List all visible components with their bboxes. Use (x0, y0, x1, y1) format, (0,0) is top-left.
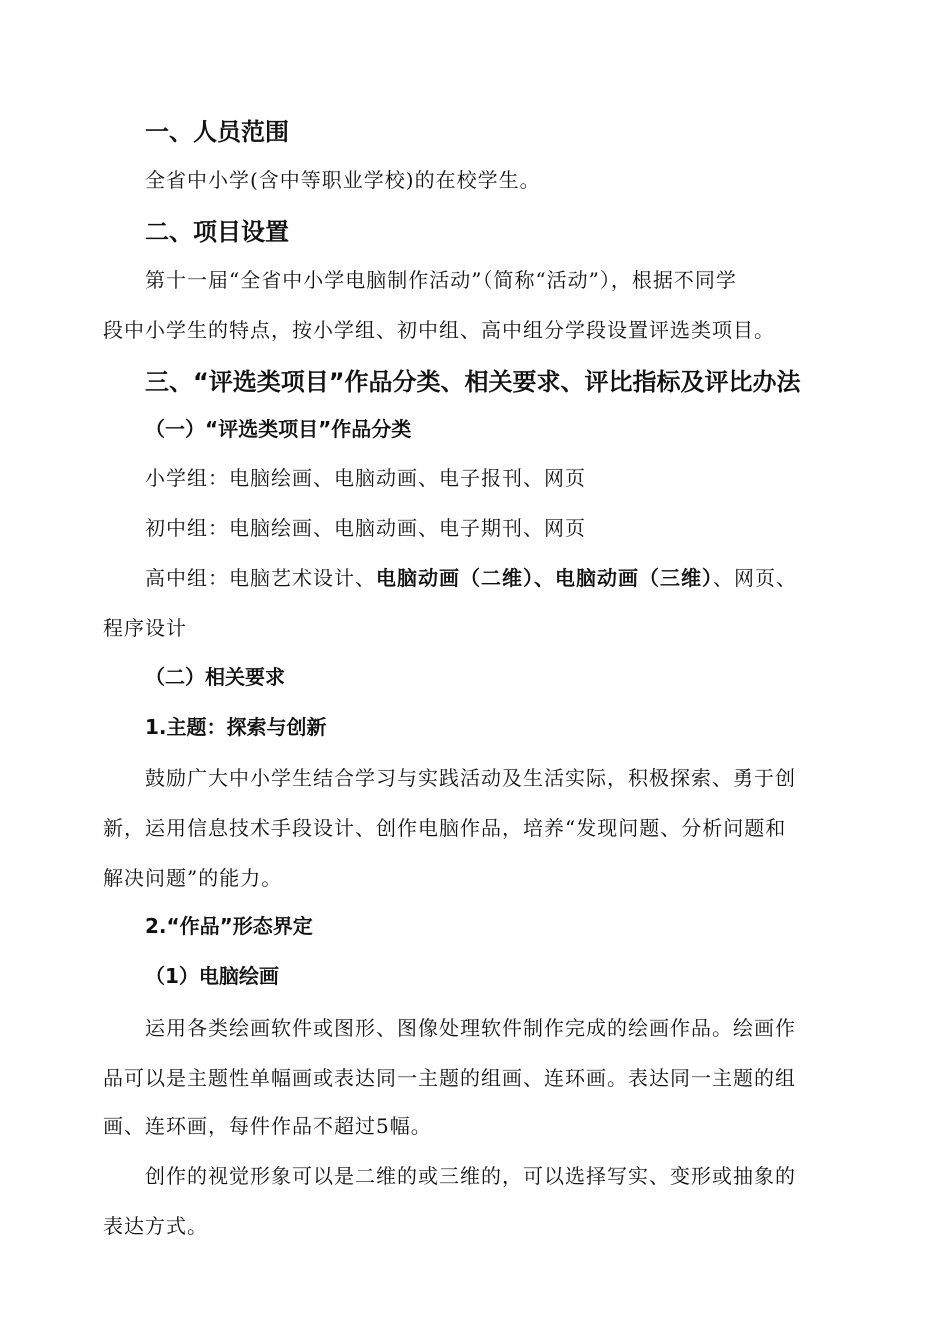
painting-para1-line-2: 品可以是主题性单幅画或表达同一主题的组画、连环画。表达同一主题的组 (103, 1066, 796, 1090)
personnel-scope-text: 全省中小学(含中等职业学校)的在校学生。 (145, 168, 541, 192)
projects-para-line-1: 第十一届“全省中小学电脑制作活动”（简称“活动”），根据不同学 (145, 268, 737, 292)
subitem-heading-painting: （1）电脑绘画 (145, 964, 279, 988)
theme-para-line-3: 解决问题”的能力。 (103, 866, 283, 890)
section-heading-categories: 三、“评选类项目”作品分类、相关要求、评比指标及评比办法 (145, 368, 801, 396)
senior-group-prefix: 高中组：电脑艺术设计、 (145, 566, 376, 590)
primary-group-line: 小学组：电脑绘画、电脑动画、电子报刊、网页 (145, 466, 586, 490)
subsection-heading-categories: （一）“评选类项目”作品分类 (145, 417, 412, 441)
senior-group-line-2: 程序设计 (103, 616, 187, 640)
item-heading-theme: 1.主题：探索与创新 (145, 715, 327, 739)
painting-para2-line-1: 创作的视觉形象可以是二维的或三维的，可以选择写实、变形或抽象的 (145, 1164, 796, 1188)
subsection-heading-requirements: （二）相关要求 (145, 665, 285, 689)
senior-group-line (145, 562, 797, 591)
theme-para-line-2: 新，运用信息技术手段设计、创作电脑作品，培养“发现问题、分析问题和 (103, 816, 787, 840)
senior-separator: 、 (534, 566, 555, 590)
projects-para-line-2: 段中小学生的特点，按小学组、初中组、高中组分学段设置评选类项目。 (103, 318, 775, 342)
painting-para2-line-2: 表达方式。 (103, 1214, 208, 1238)
section-heading-personnel: 一、人员范围 (145, 118, 289, 146)
painting-para1-line-1: 运用各类绘画软件或图形、图像处理软件制作完成的绘画作品。绘画作 (145, 1016, 796, 1040)
item-heading-form: 2.“作品”形态界定 (145, 914, 313, 938)
junior-group-line: 初中组：电脑绘画、电脑动画、电子期刊、网页 (145, 516, 586, 540)
section-heading-projects: 二、项目设置 (145, 218, 289, 246)
senior-animation-2d: 电脑动画（二维） (376, 566, 534, 590)
theme-para-line-1: 鼓励广大中小学生结合学习与实践活动及生活实际，积极探索、勇于创 (145, 766, 796, 790)
senior-group-suffix: 、网页、 (713, 566, 797, 590)
senior-animation-3d: 电脑动画（三维） (555, 566, 713, 590)
painting-para1-line-3: 画、连环画，每件作品不超过5幅。 (103, 1114, 432, 1138)
